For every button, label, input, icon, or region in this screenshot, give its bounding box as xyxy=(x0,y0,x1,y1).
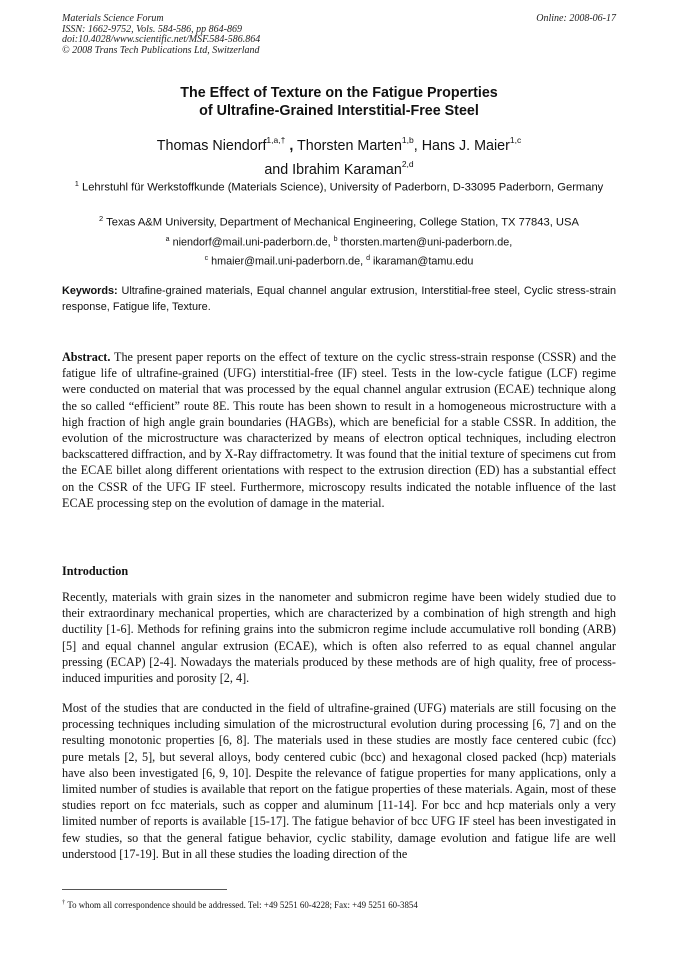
email-a-sup: a xyxy=(165,236,170,243)
keywords-label: Keywords: xyxy=(62,285,118,297)
affiliation-1-sup: 1 xyxy=(74,179,79,188)
author-1: Thomas Niendorf xyxy=(156,137,267,154)
keywords-text: Ultrafine-grained materials, Equal channel angular extrusion, Interstitial-free steel, Cyclic stress-strain response, Fatigue life, Texture. xyxy=(62,285,617,313)
intro-paragraph-2: Most of the studies that are conducted in the field of ultrafine-grained (UFG) materials are still focusing on the processing techniques including simulation of the microstructural evolution during processing [6, 7] and on the resulting monotonic properties [6, 8]. The materials used in these studies are mostly face centered cubic (fcc) pure metals [2, 5], but several alloys, body centered cubic (bcc) and hexagonal closed packed (hcp) materials have also been investigated [6, 9, 10]. Despite the relevance of fatigue properties for many applications, only a limited number of studies is available that report on the fatigue properties of these materials. Again, most of these studies report on fcc materials, such as copper and aluminum [11-14]. For bcc and hcp materials only a very limited number of reports is available [15-17]. The fatigue behavior of bcc UFG IF steel has been investigated in few studies, so that the general fatigue behavior, cyclic stability, damage evolution and fatigue life are well understood [17-19]. But in all these studies the loading direction of the xyxy=(62,701,616,861)
abstract-label: Abstract. xyxy=(62,350,111,364)
abstract-text: The present paper reports on the effect of texture on the cyclic stress-strain response (CSSR) and the fatigue life of ultrafine-grained (UFG) interstitial-free (IF) steel. Tests in the low-cycle fatigue (LCF) regime were conducted on material that was processed by the equal channel angular extrusion (ECAE) technique along the so called “efficient” route 8E. This route has been shown to result in a homogeneous microstructure with a high fraction of high angle grain boundaries (HAGBs), which are beneficial for a stable CSSR. In addition, the evolution of the microstructure was characterized by means of electron optical techniques, including electron backscattered diffraction, and by X-Ray diffractometry. It was found that the initial texture of specimens cut from the ECAE billet along different orientations with respect to the extrusion direction (ED) has a substantial effect on the CSSR of the UFG IF steel. Furthermore, microscopy results indicated the notable influence of the last ECAE processing step on the evolution of damage in the material. xyxy=(62,350,617,510)
author-4-sup: 2,d xyxy=(401,158,414,169)
author-2-sup: 1,b xyxy=(401,135,414,145)
section-heading-introduction: Introduction xyxy=(62,564,129,578)
online-date: Online: 2008-06-17 xyxy=(536,13,616,24)
affiliation-1-text: Lehrstuhl für Werkstoffkunde (Materials Science), University of Paderborn, D-33095 Paderborn, Germany xyxy=(81,181,604,194)
author-2: Thorsten Marten xyxy=(297,137,402,154)
intro-paragraph-1: Recently, materials with grain sizes in the nanometer and submicron regime have been widely studied due to their extraordinary mechanical properties, which are characterized by a combination of high strength and high ductility [1-6]. Methods for refining grains into the submicron regime include accumulative roll bonding (ARB) [5] and equal channel angular extrusion (ECAE), which is often also referred to as equal channel angular pressing (ECAP) [2-4]. Nowadays the materials produced by these methods are of high quality, free of process-induced impurities and porosity [2, 4]. xyxy=(62,590,616,686)
journal-header xyxy=(62,14,616,56)
issn-line: ISSN: 1662-9752, Vols. 584-586, pp 864-869 xyxy=(62,23,242,35)
footnote-divider xyxy=(62,889,227,890)
author-3-sup: 1,c xyxy=(509,135,522,145)
journal-name: Materials Science Forum xyxy=(62,13,164,24)
abstract xyxy=(62,349,616,511)
email-d[interactable]: ikaraman@tamu.edu xyxy=(373,255,474,268)
email-b[interactable]: thorsten.marten@uni-paderborn.de, xyxy=(340,236,513,249)
footnote-text: To whom all correspondence should be addressed. Tel: +49 5251 60-4228; Fax: +49 5251 60-3854 xyxy=(67,899,418,910)
email-d-sup: d xyxy=(366,255,370,263)
author-emails xyxy=(62,232,616,270)
email-b-sup: b xyxy=(333,236,338,243)
affiliation-2-text: Texas A&M University, Department of Mechanical Engineering, College Station, TX 77843, USA xyxy=(106,216,579,229)
email-c-sup: c xyxy=(204,255,209,263)
affiliation-2 xyxy=(62,211,616,231)
author-4: and Ibrahim Karaman xyxy=(264,161,402,178)
title-line-2: of Ultrafine-Grained Interstitial-Free Steel xyxy=(199,103,479,119)
email-c[interactable]: hmaier@mail.uni-paderborn.de, xyxy=(211,255,364,268)
doi-line: doi:10.4028/www.scientific.net/MSF.584-586.864 xyxy=(62,34,261,45)
affiliation-1 xyxy=(62,176,616,196)
copyright-line: © 2008 Trans Tech Publications Ltd, Switzerland xyxy=(62,44,260,56)
paper-title xyxy=(62,84,616,120)
author-3: Hans J. Maier xyxy=(421,137,510,154)
affiliation-2-sup: 2 xyxy=(99,214,104,223)
footnote xyxy=(62,897,616,911)
author-list: Thomas Niendorf$^{1,a,\dagger}$ , Thorsten Marten$^{1,b}$, Hans J. Maier$^{1,c}$ and Ibrahim Karaman$^{2,d}$ xyxy=(156,135,522,178)
title-line-1: The Effect of Texture on the Fatigue Properties xyxy=(180,85,498,101)
author-1-sup: 1,a,† xyxy=(266,135,286,145)
keywords xyxy=(62,283,616,315)
footnote-sup: † xyxy=(62,899,66,906)
email-a[interactable]: niendorf@mail.uni-paderborn.de, xyxy=(172,236,331,249)
